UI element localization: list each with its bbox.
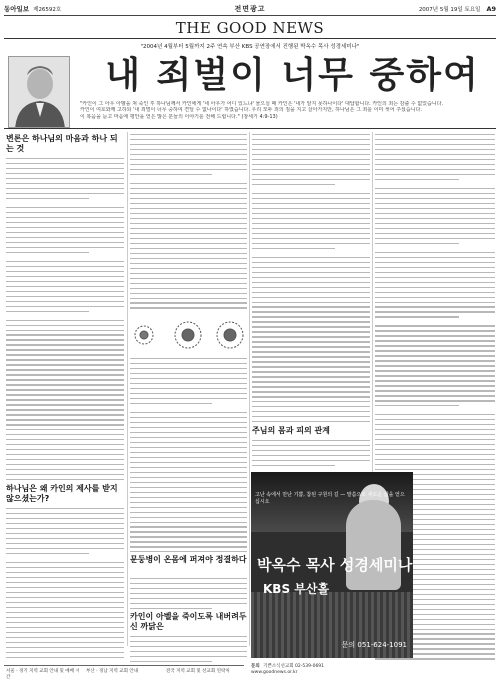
flower-illustration bbox=[130, 318, 247, 352]
column-2-body-a bbox=[130, 134, 247, 312]
column-3-body-a bbox=[252, 134, 370, 422]
intro-line: 이 복음을 듣고 마음에 평안을 얻은 많은 분들의 이야기를 전해 드립니다." (창세기 4:9-13) bbox=[80, 113, 278, 120]
contact-label: 문의 bbox=[251, 664, 260, 669]
intro-text bbox=[80, 101, 494, 120]
contact-web: www.goodnews.or.kr bbox=[251, 670, 298, 675]
portrait-image bbox=[9, 57, 70, 128]
column-1-body-a bbox=[6, 158, 124, 480]
footer-block: 부산 · 경남 지역 교회 안내 bbox=[86, 669, 139, 674]
brand-title: THE GOOD NEWS bbox=[175, 19, 325, 37]
column-3-body-b bbox=[252, 440, 370, 468]
ad-tagline: 고난 속에서 만난 기쁨, 참된 구원의 길 — 말씀으로 새로운 삶을 얻으십시오 bbox=[255, 492, 405, 505]
page-number: A9 bbox=[486, 4, 496, 13]
footer bbox=[4, 665, 244, 687]
flower-icon bbox=[130, 318, 247, 352]
column-2-body-c bbox=[130, 578, 247, 610]
subhead-3: 주님의 몸과 피의 관계 bbox=[252, 426, 330, 435]
footer-block: 전국 지역 교회 및 선교회 연락처 bbox=[166, 669, 230, 674]
intro-line: 카인이 여호와께 고하되 '내 죄벌이 너무 중하여 견딜 수 없나이다' 하였습니다. 우리 모두 죄의 짐을 지고 살아가지만, 하나님은 그 죄를 이미 씻어 주셨습니다. bbox=[80, 107, 422, 114]
contact-info bbox=[251, 664, 413, 676]
seminar-ad bbox=[251, 472, 413, 658]
subhead-2: 하나님은 왜 카인의 제사를 받지 않으셨는가? bbox=[6, 484, 118, 503]
column-2-body-b bbox=[130, 358, 247, 552]
ad-subtitle: KBS 부산홀 bbox=[263, 582, 330, 596]
subhead-5: 카인이 아벨을 죽이도록 내버려두신 까닭은 bbox=[130, 612, 247, 631]
ad-phone: 문의 051-624-1091 bbox=[341, 641, 407, 649]
paper-name: 동아일보 bbox=[4, 5, 30, 13]
author-portrait bbox=[8, 56, 70, 128]
contact-org: 기쁜소식선교회 bbox=[263, 664, 294, 669]
headline: 내 죄벌이 너무 중하여 bbox=[105, 55, 480, 96]
section-title: 전면광고 bbox=[234, 4, 266, 13]
subhead-1: 변론은 하나님의 마음과 하나 되는 것 bbox=[6, 134, 118, 153]
footer-block: 서울 · 경기 지역 교회 안내 및 예배 시간 bbox=[6, 669, 80, 680]
ad-title: 박옥수 목사 성경세미나 bbox=[257, 556, 413, 574]
kicker-text: "2004년 4월부터 5월까지 2주 연속 부산 KBS 공연장에서 진행된 박옥수 목사 성경세미나" bbox=[140, 44, 360, 50]
brand-rule bbox=[4, 38, 496, 39]
column-divider bbox=[249, 132, 250, 646]
issue-number: 제26592호 bbox=[33, 6, 62, 13]
issue-date: 2007년 5월 19일 토요일 bbox=[418, 6, 481, 13]
subhead-4: 문둥병이 온몸에 퍼져야 정결하다 bbox=[130, 555, 247, 564]
masthead bbox=[4, 2, 496, 16]
contact-phone: 02-539-0691 bbox=[295, 664, 325, 669]
column-1-body-b bbox=[6, 508, 124, 662]
column-divider bbox=[127, 132, 128, 646]
speaker-figure bbox=[346, 500, 401, 590]
column-2-body-d bbox=[130, 636, 247, 662]
intro-line: "카인이 그 아우 아벨을 쳐 죽인 후 하나님께서 카인에게 '네 아우가 어디 있느냐' 물으실 때 카인은 '내가 알지 못하나이다' 대답합니다. 카인의 죄는 감출 수 없었습니다. bbox=[80, 101, 444, 107]
intro-rule bbox=[4, 128, 496, 129]
